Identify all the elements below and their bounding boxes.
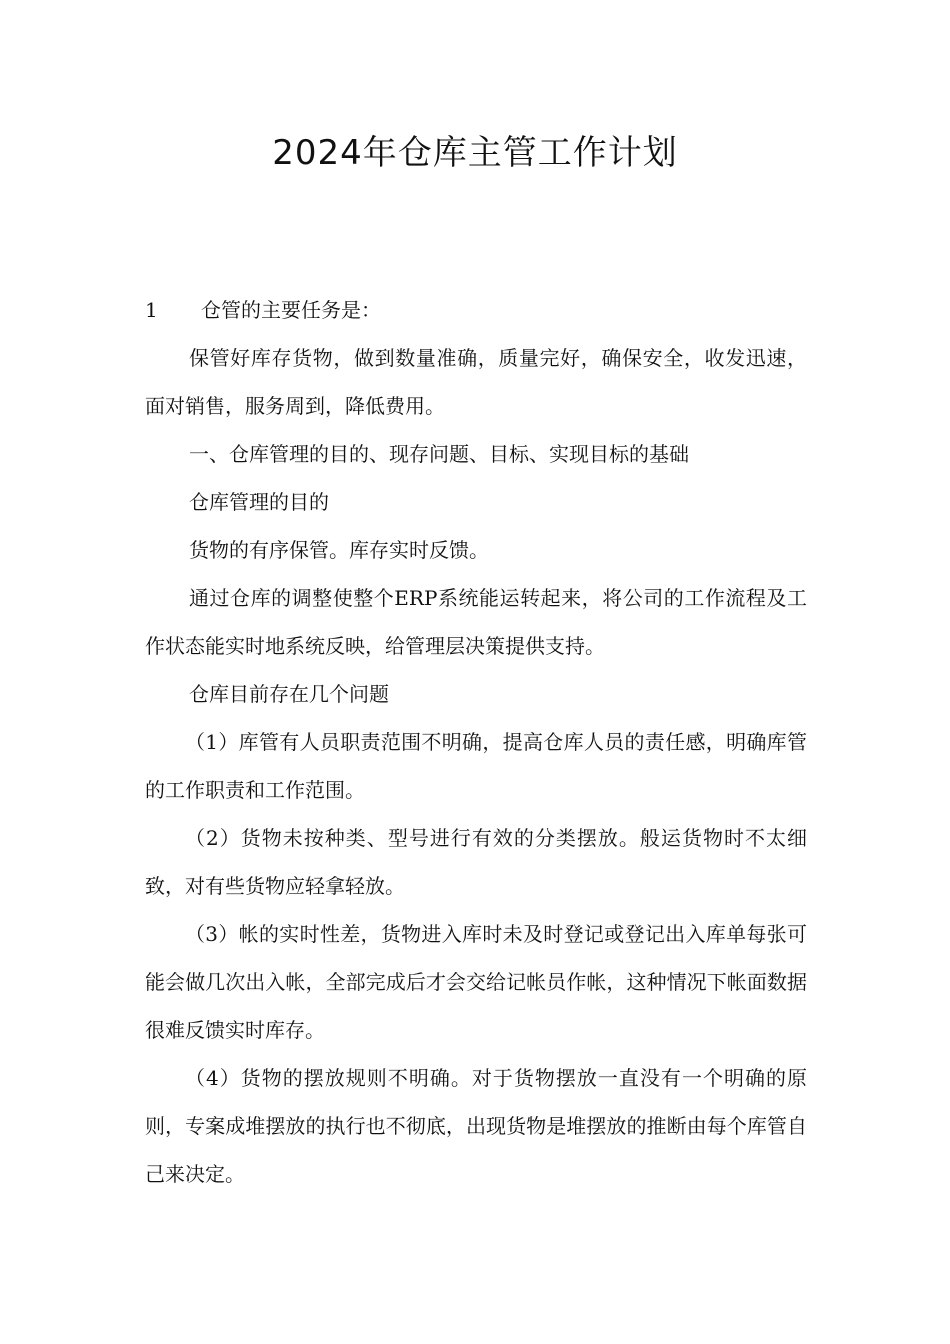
section-number: 1 (145, 298, 158, 322)
paragraph-purpose-summary: 货物的有序保管。库存实时反馈。 (189, 538, 489, 562)
section-heading-line (145, 286, 807, 334)
paragraph-task-description: 保管好库存货物，做到数量准确，质量完好，确保安全，收发迅速，面对销售，服务周到，降低费用。 (145, 346, 807, 418)
paragraph-purpose-heading: 仓库管理的目的 (189, 490, 329, 514)
section-heading: 仓管的主要任务是： (201, 298, 381, 322)
paragraph-problem-4: （4）货物的摆放规则不明确。对于货物摆放一直没有一个明确的原则，专案成堆摆放的执行也不彻底，出现货物是堆摆放的推断由每个库管自己来决定。 (145, 1066, 807, 1186)
page-title: 2024年仓库主管工作计划 (272, 133, 678, 173)
paragraph-problems-heading: 仓库目前存在几个问题 (189, 682, 389, 706)
document-body (145, 286, 807, 1198)
paragraph-erp-adjustment: 通过仓库的调整使整个ERP系统能运转起来，将公司的工作流程及工作状态能实时地系统反映，给管理层决策提供支持。 (145, 586, 807, 658)
paragraph-problem-1: （1）库管有人员职责范围不明确，提高仓库人员的责任感，明确库管的工作职责和工作范围。 (145, 730, 807, 802)
paragraph-problem-3: （3）帐的实时性差，货物进入库时未及时登记或登记出入库单每张可能会做几次出入帐，全部完成后才会交给记帐员作帐，这种情况下帐面数据很难反馈实时库存。 (145, 922, 807, 1042)
paragraph-problem-2: （2）货物未按种类、型号进行有效的分类摆放。般运货物时不太细致，对有些货物应轻拿轻放。 (145, 826, 807, 898)
paragraph-chapter-heading: 一、仓库管理的目的、现存问题、目标、实现目标的基础 (189, 442, 689, 466)
